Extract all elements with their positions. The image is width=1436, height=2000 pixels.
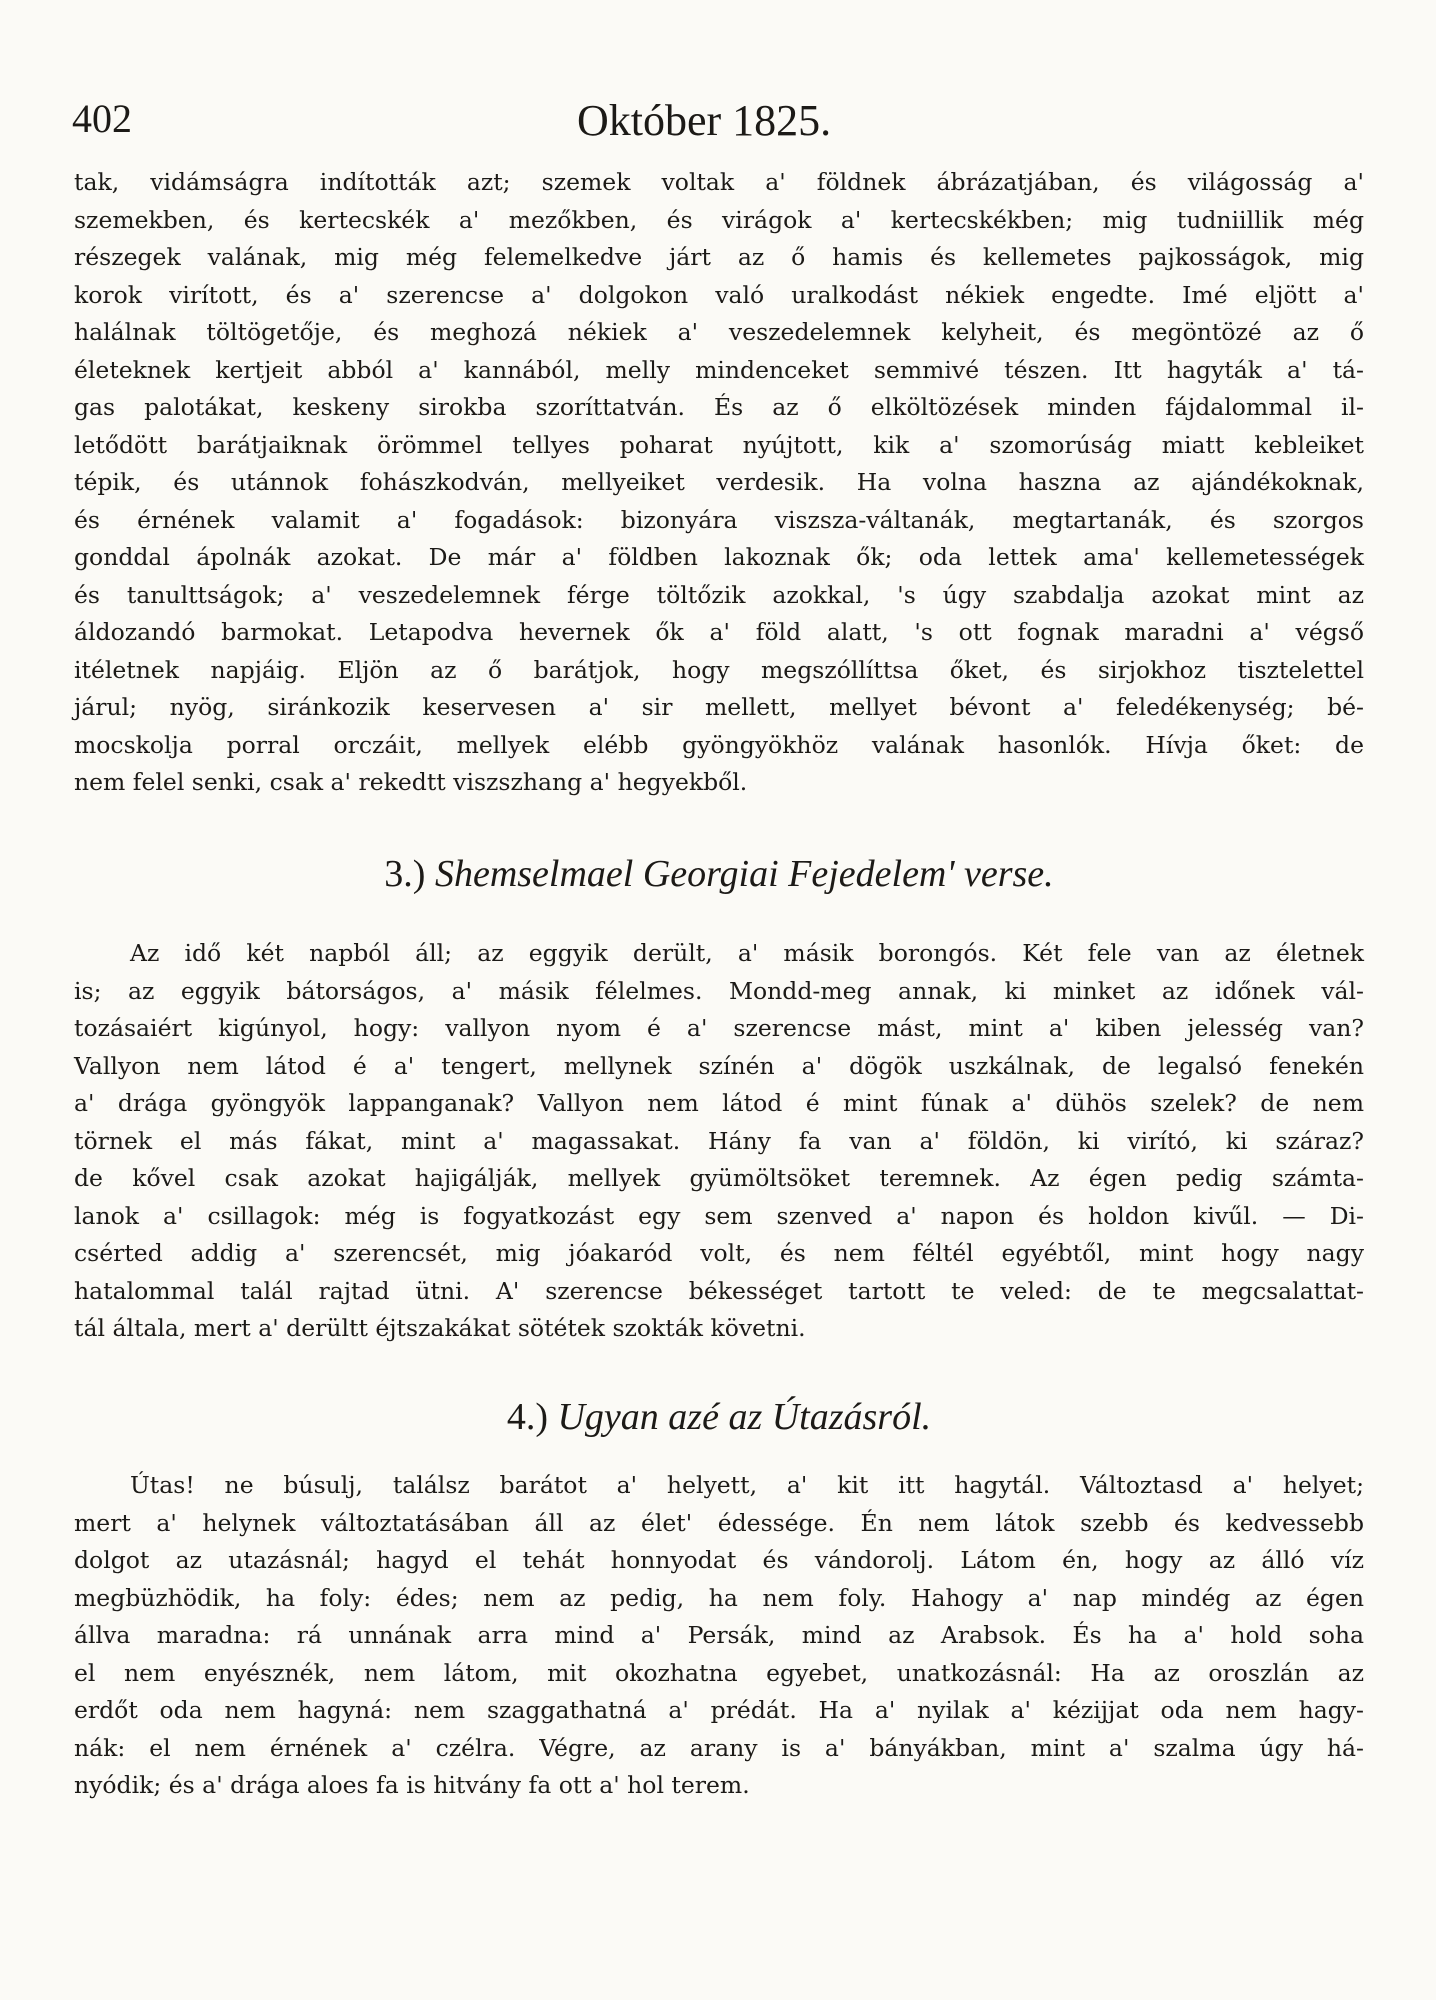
text-line: szemekben, és kertecskék a' mezőkben, és virágok a' kertecskékben; mig tudniillik még (74, 205, 1364, 234)
text-line: lanok a' csillagok: még is fogyatkozást egy sem szenved a' napon és holdon kivűl. — Di- (74, 1201, 1364, 1230)
text-line: megbüzhödik, ha foly: édes; nem az pedig, ha nem foly. Hahogy a' nap mindég az égen (74, 1583, 1364, 1612)
text-line: dolgot az utazásnál; hagyd el tehát honnyodat és vándorolj. Látom én, hogy az álló víz (74, 1546, 1364, 1574)
text-line: részegek valának, mig még felemelkedve járt az ő hamis és kellemetes pajkosságok, mig (74, 243, 1364, 271)
text-line: törnek el más fákat, mint a' magassakat. Hány fa van a' földön, ki virító, ki száraz? (74, 1126, 1364, 1155)
text-line: tál általa, mert a' derültt éjtszakákat sötétek szokták követni. (74, 1314, 806, 1342)
section-3-number: 3.) (384, 853, 426, 895)
intro-paragraph (74, 164, 1364, 802)
text-line: Vallyon nem látod é a' tengert, mellynek színén a' dögök uszkálnak, de legalsó fenekén (74, 1051, 1364, 1080)
section-4-paragraph (74, 1467, 1364, 1805)
text-line: el nem enyésznék, nem látom, mit okozhatna egyebet, unatkozásnál: Ha az oroszlán az (74, 1658, 1364, 1687)
text-line: a' drága gyöngyök lappanganak? Vallyon nem látod é mint fúnak a' dühös szelek? de nem (74, 1089, 1364, 1117)
section-4-number: 4.) (506, 1396, 548, 1438)
text-line: nák: el nem érnének a' czélra. Végre, az arany is a' bányákban, mint a' szalma úgy há- (74, 1733, 1364, 1762)
section-4-title: Ugyan azé az Útazásról. (557, 1396, 932, 1438)
page-header (72, 95, 1362, 155)
text-line: és érnének valamit a' fogadások: bizonyára viszsza-váltanák, megtartanák, és szorgos (74, 505, 1364, 534)
text-line: Útas! ne búsulj, találsz barátot a' helyett, a' kit itt hagytál. Változtasd a' helyet; (130, 1471, 1364, 1499)
text-line: és tanulttságok; a' veszedelemnek férge töltőzik azokkal, 's úgy szabdalja azokat mint az (74, 580, 1364, 609)
section-3-paragraph (74, 935, 1364, 1348)
text-line: tak, vidámságra indították azt; szemek voltak a' földnek ábrázatjában, és világosság a' (74, 168, 1364, 196)
text-line: letődött barátjaiknak örömmel tellyes poharat nyújtott, kik a' szomorúság miatt kebleiket (74, 430, 1364, 459)
text-line: állva maradna: rá unnának arra mind a' Persák, mind az Arabsok. És ha a' hold soha (74, 1621, 1364, 1649)
text-line: nyódik; és a' drága aloes fa is hitvány fa ott a' hol terem. (74, 1771, 750, 1799)
text-line: korok virított, és a' szerencse a' dolgokon való uralkodást nékiek engedte. Imé eljött a' (74, 280, 1364, 309)
text-line: mocskolja porral orczáit, mellyek elébb gyöngyökhöz valának hasonlók. Hívja őket: de (74, 730, 1364, 759)
running-title: Október 1825. (577, 96, 832, 145)
section-4-heading (74, 1395, 1364, 1439)
text-line: is; az eggyik bátorságos, a' másik félelmes. Mondd-meg annak, ki minket az időnek vál- (74, 976, 1364, 1005)
text-line: áldozandó barmokat. Letapodva hevernek ők a' föld alatt, 's ott fognak maradni a' végső (74, 618, 1364, 646)
text-line: de kővel csak azokat hajigálják, mellyek gyümöltsöket teremnek. Az égen pedig számta- (74, 1164, 1364, 1192)
text-line: mert a' helynek változtatásában áll az élet' édessége. Én nem látok szebb és kedvessebb (74, 1508, 1364, 1537)
text-line: járul; nyög, siránkozik keservesen a' sir mellett, mellyet bévont a' feledékenység; bé- (74, 693, 1364, 721)
text-line: tépik, és utánnok fohászkodván, mellyeiket verdesik. Ha volna haszna az ajándékoknak, (74, 468, 1364, 496)
text-line: halálnak töltögetője, és meghozá nékiek a' veszedelemnek kelyheit, és megöntözé az ő (74, 318, 1364, 346)
section-3-title: Shemselmael Georgiai Fejedelem' verse. (434, 853, 1054, 895)
text-line: erdőt oda nem hagyná: nem szaggathatná a' prédát. Ha a' nyilak a' kézijjat oda nem hagy- (74, 1696, 1364, 1724)
section-3-heading (74, 852, 1364, 896)
text-line: gas palotákat, keskeny sirokba szoríttatván. És az ő elköltözések minden fájdalommal il- (74, 393, 1364, 421)
text-line: életeknek kertjeit abból a' kannából, melly mindenceket semmivé tészen. Itt hagyták a' tá- (74, 355, 1364, 384)
text-line: itéletnek napjáig. Eljön az ő barátjok, hogy megszóllíttsa őket, és sirjokhoz tisztelettel (74, 655, 1364, 684)
text-line: hatalommal talál rajtad ütni. A' szerencse békességet tartott te veled: de te megcsalattat- (74, 1276, 1364, 1305)
page-number: 402 (72, 96, 132, 141)
text-line: Az idő két napból áll; az eggyik derült, a' másik borongós. Két fele van az életnek (130, 939, 1364, 967)
text-line: tozásaiért kigúnyol, hogy: vallyon nyom é a' szerencse mást, mint a' kiben jelesség van? (74, 1014, 1364, 1042)
text-line: nem felel senki, csak a' rekedtt viszszhang a' hegyekből. (74, 768, 748, 796)
text-line: csérted addig a' szerencsét, mig jóakaród volt, és nem féltél egyébtől, mint hogy nagy (74, 1239, 1364, 1267)
text-line: gonddal ápolnák azokat. De már a' földben lakoznak ők; oda lettek ama' kellemetességek (74, 543, 1364, 571)
